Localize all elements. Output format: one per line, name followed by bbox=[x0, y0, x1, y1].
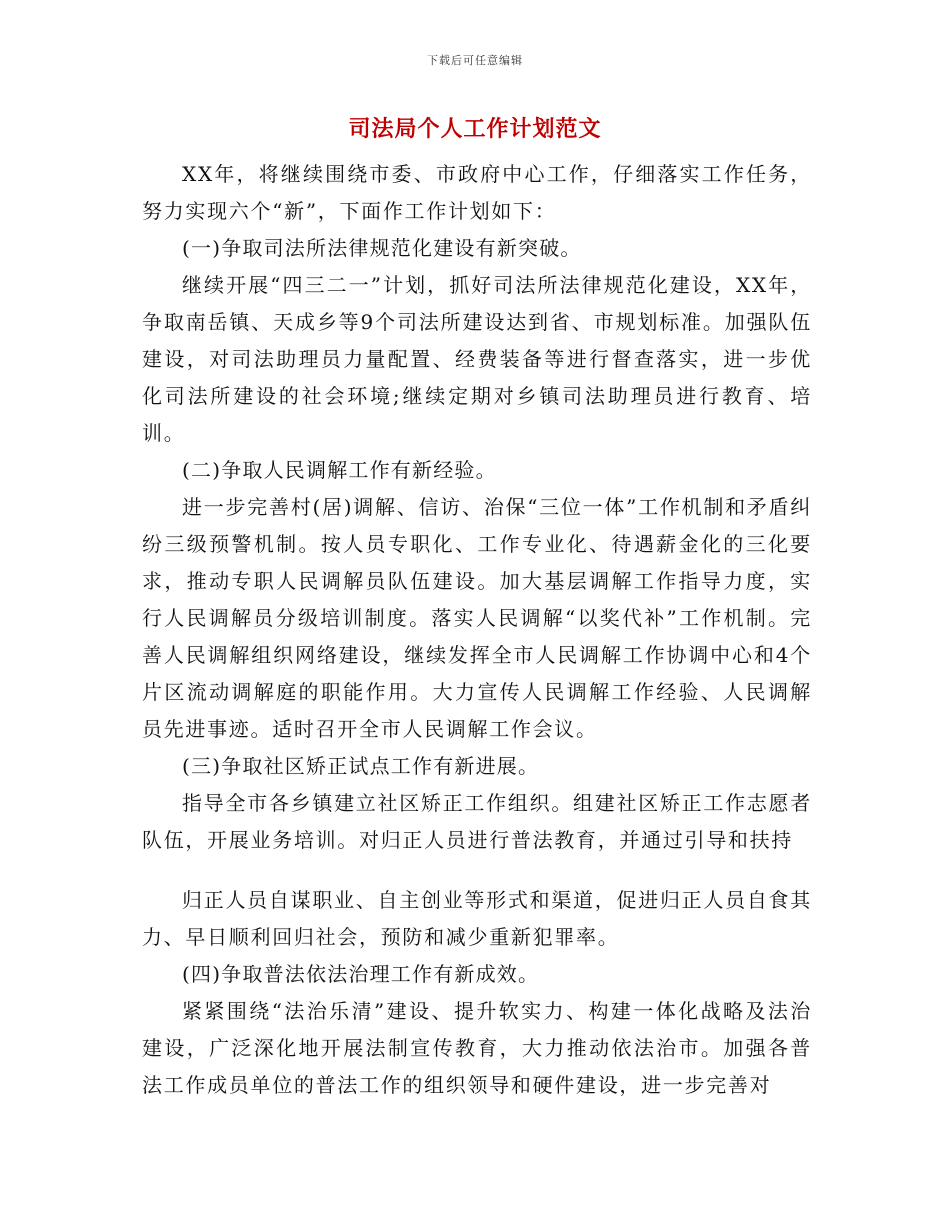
section-heading-4: (四)争取普法依法治理工作有新成效。 bbox=[182, 962, 540, 986]
section-heading-3: (三)争取社区矫正试点工作有新进展。 bbox=[182, 754, 540, 778]
section-paragraph-3b: 归正人员自谋职业、自主创业等形式和渠道，促进归正人员自食其力、早日顺利回归社会，预防和减少重新犯罪率。 bbox=[142, 888, 812, 949]
section-heading-1: (一)争取司法所法律规范化建设有新突破。 bbox=[182, 236, 582, 260]
intro-paragraph: XX年，将继续围绕市委、市政府中心工作，仔细落实工作任务，努力实现六个“新”，下面作工作计划如下： bbox=[142, 162, 812, 223]
section-paragraph-1: 继续开展“四三二一”计划，抓好司法所法律规范化建设，XX年，争取南岳镇、天成乡等9个司法所建设达到省、市规划标准。加强队伍建设，对司法助理员力量配置、经费装备等进行督查落实，进一步优化司法所建设的社会环境;继续定期对乡镇司法助理员进行教育、培训。 bbox=[142, 273, 812, 445]
section-paragraph-2: 进一步完善村(居)调解、信访、治保“三位一体”工作机制和矛盾纠纷三级预警机制。按人员专职化、工作专业化、待遇薪金化的三化要求，推动专职人民调解员队伍建设。加大基层调解工作指导力度，实行人民调解员分级培训制度。落实人民调解“以奖代补”工作机制。完善人民调解组织网络建设，继续发挥全市人民调解工作协调中心和4个片区流动调解庭的职能作用。大力宣传人民调解工作经验、人民调解员先进事迹。适时召开全市人民调解工作会议。 bbox=[142, 495, 812, 741]
header-note: 下载后可任意编辑 bbox=[427, 54, 523, 67]
section-heading-2: (二)争取人民调解工作有新经验。 bbox=[182, 458, 497, 482]
document-title: 司法局个人工作计划范文 bbox=[348, 116, 602, 142]
section-paragraph-4: 紧紧围绕“法治乐清”建设、提升软实力、构建一体化战略及法治建设，广泛深化地开展法制宣传教育，大力推动依法治市。加强各普法工作成员单位的普法工作的组织领导和硬件建设，进一步完善对 bbox=[142, 999, 812, 1097]
document-body bbox=[142, 156, 812, 1104]
section-paragraph-3a: 指导全市各乡镇建立社区矫正工作组织。组建社区矫正工作志愿者队伍，开展业务培训。对归正人员进行普法教育，并通过引导和扶持 bbox=[142, 791, 812, 852]
